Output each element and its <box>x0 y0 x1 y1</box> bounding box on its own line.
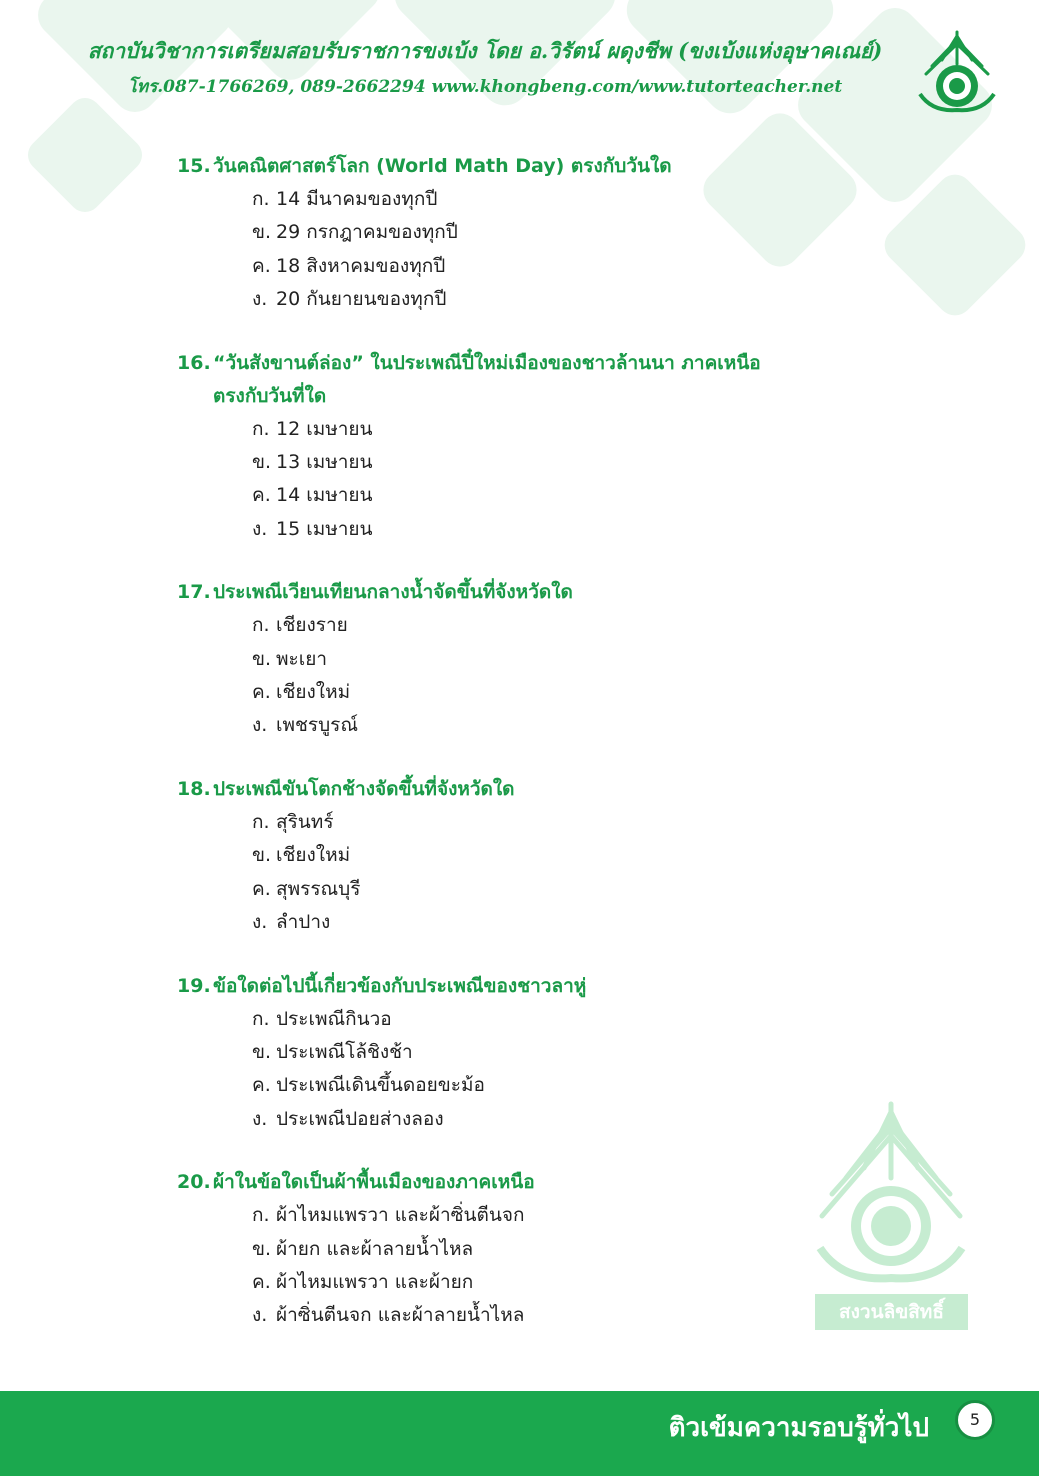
choice-letter: ข. <box>252 844 272 867</box>
question-15 <box>177 150 817 317</box>
choice-letter: ก. <box>252 1007 270 1030</box>
choice-letter: ค. <box>252 877 271 900</box>
institute-name: สถาบันวิชาการเตรียมสอบรับราชการขงเบ้ง โดย อ.วิรัตน์ ผดุงชีพ (ขงเบ้งแห่งอุษาคเณย์) <box>87 38 883 63</box>
choice-text: 18 สิงหาคมของทุกปี <box>276 254 446 277</box>
choice-letter: ง. <box>252 1107 268 1130</box>
choice-item <box>252 1003 817 1036</box>
question-number: 16. <box>177 351 211 374</box>
choice-item <box>252 806 817 839</box>
choice-text: พะเยา <box>276 647 328 670</box>
question-20 <box>177 1166 817 1333</box>
choice-letter: ข. <box>252 1040 272 1063</box>
choice-item <box>252 1036 817 1069</box>
question-number: 19. <box>177 974 211 997</box>
choice-letter: ง. <box>252 517 268 540</box>
question-title <box>177 150 817 183</box>
choice-list <box>177 183 817 317</box>
page-number: 5 <box>955 1400 995 1440</box>
footer-title: ติวเข้มความรอบรู้ทั่วไป <box>668 1413 929 1443</box>
choice-item <box>252 1299 817 1332</box>
choice-list <box>177 609 817 743</box>
choice-item <box>252 873 817 906</box>
choice-item <box>252 479 817 512</box>
choice-letter: ง. <box>252 911 268 934</box>
copyright-watermark <box>812 1098 970 1330</box>
choice-item <box>252 283 817 316</box>
choice-item <box>252 906 817 939</box>
question-text: “วันสังขานต์ล่อง” ในประเพณีปี๋ใหม่เมืองของชาวล้านนา ภาคเหนือ <box>213 351 761 374</box>
question-19 <box>177 970 817 1137</box>
choice-item <box>252 676 817 709</box>
choice-text: สุพรรณบุรี <box>276 877 361 900</box>
question-number: 15. <box>177 155 211 177</box>
question-number: 18. <box>177 777 211 800</box>
question-number: 20. <box>177 1171 211 1194</box>
choice-letter: ข. <box>252 1237 272 1260</box>
choice-letter: ข. <box>252 221 272 244</box>
question-title <box>177 347 817 413</box>
institute-emblem-watermark-icon <box>812 1098 970 1288</box>
choice-text: เชียงใหม่ <box>276 681 351 704</box>
choice-letter: ค. <box>252 1074 271 1097</box>
choice-text: ประเพณีเดินขึ้นดอยขะม้อ <box>276 1074 485 1097</box>
choice-item <box>252 250 817 283</box>
choice-letter: ง. <box>252 714 268 737</box>
choice-item <box>252 643 817 676</box>
contact-info: โทร.087-1766269, 089-2662294 www.khongbeng.com/www.tutorteacher.net <box>127 77 843 97</box>
choice-letter: ก. <box>252 810 270 833</box>
page-footer <box>0 1391 1039 1476</box>
choice-item <box>252 1199 817 1232</box>
choice-list <box>177 413 817 547</box>
choice-letter: ง. <box>252 288 268 311</box>
choice-list <box>177 1003 817 1137</box>
choice-letter: ก. <box>252 188 270 210</box>
choice-letter: ง. <box>252 1304 268 1327</box>
choice-letter: ค. <box>252 681 271 704</box>
question-number: 17. <box>177 581 211 604</box>
choice-letter: ก. <box>252 417 270 440</box>
choice-text: ผ้ายก และผ้าลายน้ำไหล <box>276 1237 474 1260</box>
choice-item <box>252 183 817 216</box>
institute-emblem-icon <box>912 24 1002 116</box>
choice-letter: ค. <box>252 1270 271 1293</box>
choice-text: ประเพณีโล้ชิงช้า <box>276 1040 413 1063</box>
choice-list <box>177 806 817 940</box>
question-title <box>177 1166 817 1199</box>
question-list <box>177 150 817 1363</box>
choice-item <box>252 216 817 249</box>
choice-letter: ก. <box>252 614 270 637</box>
choice-text: สุรินทร์ <box>276 810 334 833</box>
choice-item <box>252 609 817 642</box>
choice-text: เชียงราย <box>276 614 348 637</box>
choice-item <box>252 413 817 446</box>
choice-letter: ข. <box>252 451 272 474</box>
choice-item <box>252 1266 817 1299</box>
choice-letter: ค. <box>252 254 271 277</box>
question-title <box>177 576 817 609</box>
choice-text: 14 มีนาคมของทุกปี <box>276 188 438 210</box>
choice-letter: ข. <box>252 647 272 670</box>
question-title <box>177 970 817 1003</box>
choice-text: ผ้าไหมแพรวา และผ้ายก <box>276 1270 474 1293</box>
choice-text: เชียงใหม่ <box>276 844 351 867</box>
question-16 <box>177 347 817 547</box>
choice-text: ลำปาง <box>276 911 331 934</box>
choice-text: เพชรบูรณ์ <box>276 714 359 737</box>
page-header <box>60 34 910 102</box>
question-text: ข้อใดต่อไปนี้เกี่ยวข้องกับประเพณีของชาวลาหู่ <box>213 974 587 997</box>
choice-item <box>252 709 817 742</box>
choice-text: 14 เมษายน <box>276 484 373 507</box>
choice-text: ประเพณีปอยส่างลอง <box>276 1107 444 1130</box>
choice-item <box>252 1069 817 1102</box>
choice-text: 13 เมษายน <box>276 451 373 474</box>
choice-text: 20 กันยายนของทุกปี <box>276 288 447 311</box>
question-text: วันคณิตศาสตร์โลก (World Math Day) ตรงกับวันใด <box>213 155 672 177</box>
question-text-continued: ตรงกับวันที่ใด <box>213 384 327 407</box>
choice-text: 15 เมษายน <box>276 517 373 540</box>
question-17 <box>177 576 817 743</box>
choice-text: ประเพณีกินวอ <box>276 1007 392 1030</box>
choice-text: ผ้าไหมแพรวา และผ้าซิ่นตีนจก <box>276 1204 525 1227</box>
choice-letter: ค. <box>252 484 271 507</box>
copyright-banner: สงวนลิขสิทธิ์ <box>815 1294 968 1330</box>
choice-item <box>252 446 817 479</box>
choice-item <box>252 839 817 872</box>
question-18 <box>177 773 817 940</box>
question-text: ประเพณีเวียนเทียนกลางน้ำจัดขึ้นที่จังหวัดใด <box>213 581 573 604</box>
choice-text: ผ้าซิ่นตีนจก และผ้าลายน้ำไหล <box>276 1304 525 1327</box>
choice-text: 29 กรกฎาคมของทุกปี <box>276 221 458 244</box>
question-text: ประเพณีขันโตกช้างจัดขึ้นที่จังหวัดใด <box>213 777 515 800</box>
choice-text: 12 เมษายน <box>276 417 373 440</box>
question-title <box>177 773 817 806</box>
choice-letter: ก. <box>252 1204 270 1227</box>
choice-item <box>252 1233 817 1266</box>
choice-item <box>252 1103 817 1136</box>
choice-item <box>252 513 817 546</box>
choice-list <box>177 1199 817 1333</box>
question-text: ผ้าในข้อใดเป็นผ้าพื้นเมืองของภาคเหนือ <box>213 1171 535 1194</box>
